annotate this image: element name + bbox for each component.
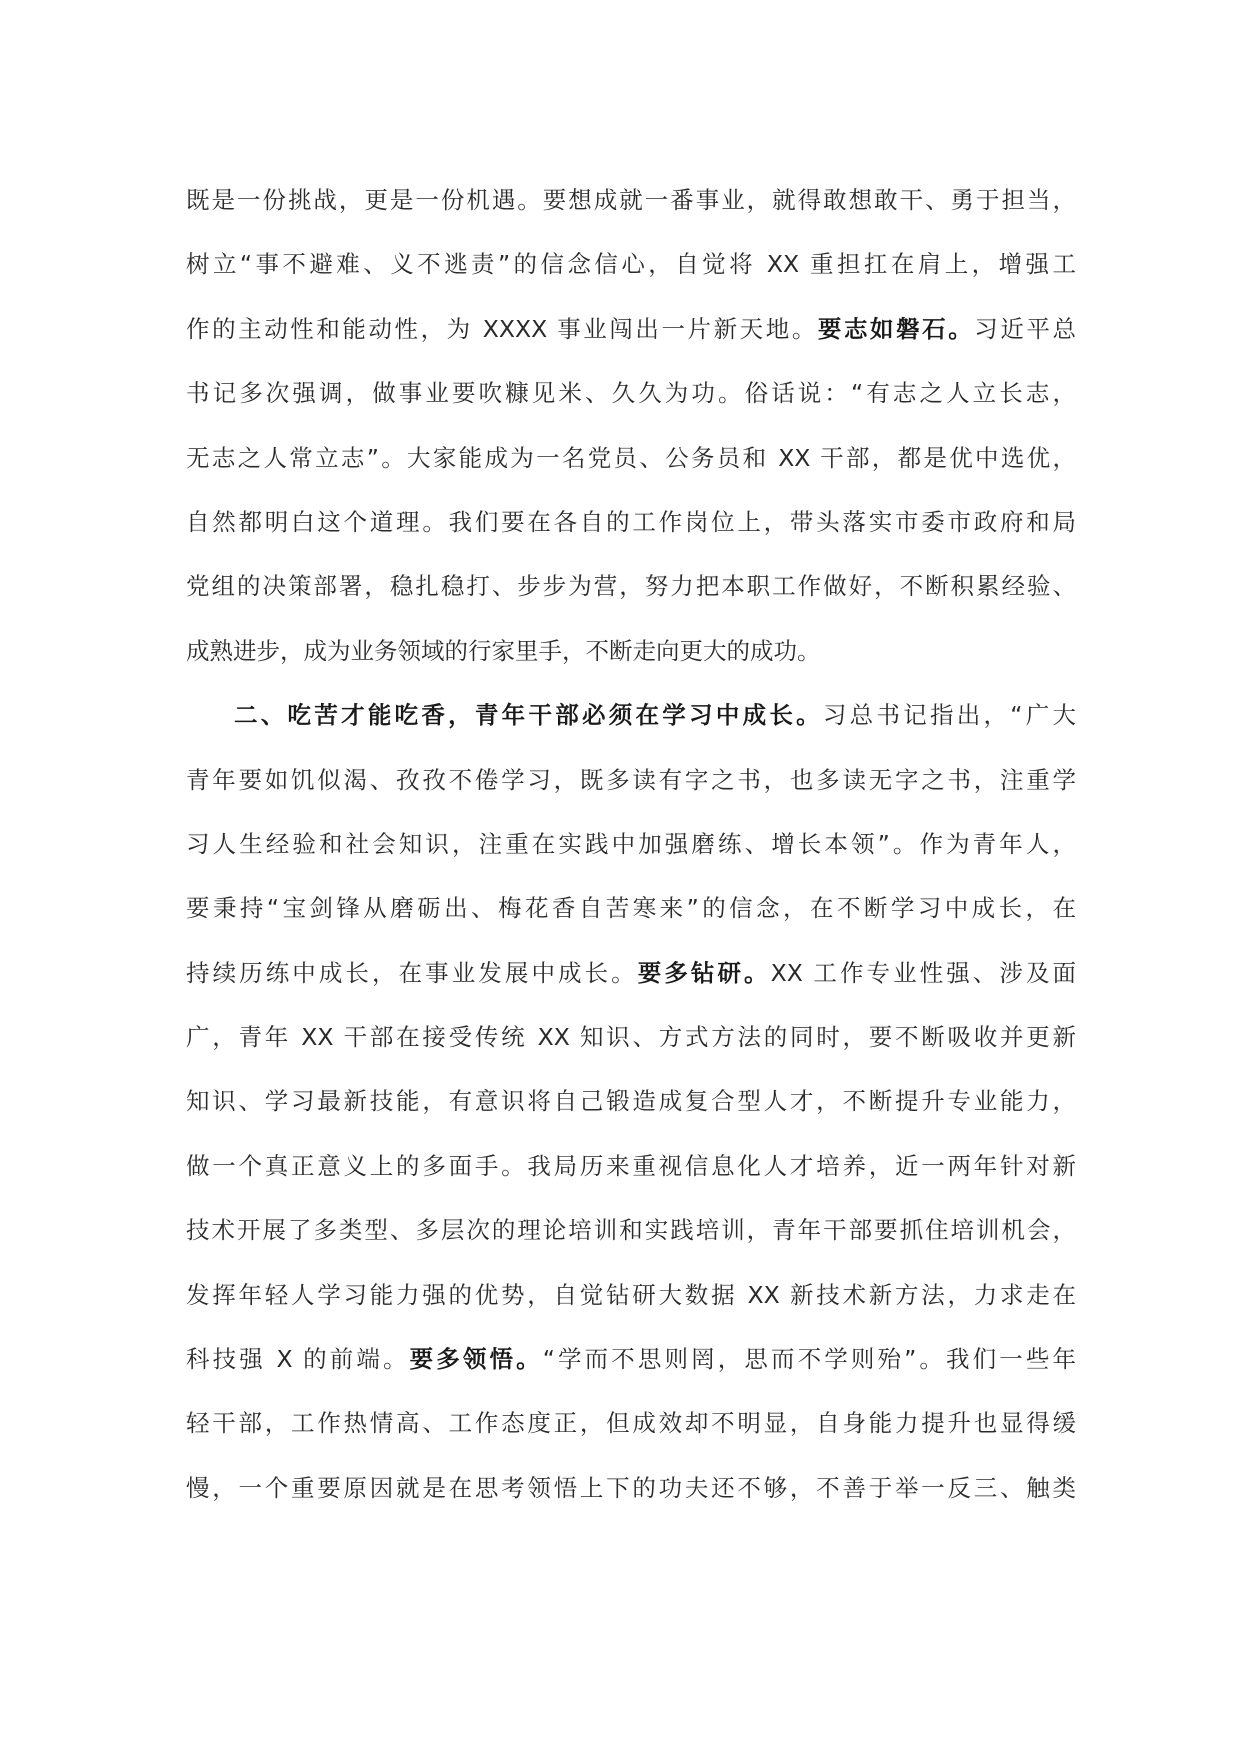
text-run: 知识、学习最新技能，有意识将自己锻造成复合型人才，不断提升专业能力， — [186, 1087, 1076, 1116]
text-line — [186, 426, 1076, 490]
text-run: 习总书记指出，“广大 — [822, 701, 1076, 730]
text-run: 慢，一个重要原因就是在思考领悟上下的功夫还不够，不善于举一反三、触类 — [186, 1473, 1076, 1502]
paragraph-heading-line — [186, 683, 1076, 747]
text-line — [186, 297, 1076, 361]
text-run: 习近平总 — [974, 314, 1076, 343]
text-run: 青年要如饥似渴、孜孜不倦学习，既多读有字之书，也多读无字之书，注重学 — [186, 765, 1076, 794]
text-line — [186, 1456, 1076, 1520]
text-run: 作的主动性和能动性，为 XXXX 事业闯出一片新天地。 — [186, 314, 818, 343]
text-line — [186, 168, 1076, 232]
text-run: 技术开展了多类型、多层次的理论培训和实践培训，青年干部要抓住培训机会， — [186, 1216, 1076, 1245]
text-line — [186, 1134, 1076, 1198]
bold-phrase: 要多钻研。 — [637, 958, 771, 987]
text-line — [186, 619, 1076, 683]
text-line — [186, 1198, 1076, 1262]
text-run: 成熟进步，成为业务领域的行家里手，不断走向更大的成功。 — [186, 636, 821, 665]
text-line — [186, 232, 1076, 296]
text-line — [186, 941, 1076, 1005]
text-line — [186, 490, 1076, 554]
bold-phrase: 要志如磐石。 — [817, 314, 975, 343]
text-run: 书记多次强调，做事业要吹糠见米、久久为功。俗话说：“有志之人立长志， — [186, 379, 1076, 408]
bold-phrase: 要多领悟。 — [409, 1345, 543, 1374]
text-line — [186, 876, 1076, 940]
text-run: 党组的决策部署，稳扎稳打、步步为营，努力把本职工作做好，不断积累经验、 — [186, 572, 1076, 601]
text-run: 树立“事不避难、义不逃责”的信念信心，自觉将 XX 重担扛在肩上，增强工 — [186, 250, 1076, 279]
text-run: 科技强 X 的前端。 — [186, 1345, 410, 1374]
text-run: 习人生经验和社会知识，注重在实践中加强磨练、增长本领”。作为青年人， — [186, 829, 1076, 858]
text-run: 无志之人常立志”。大家能成为一名党员、公务员和 XX 干部，都是优中选优， — [186, 443, 1076, 472]
text-run: 轻干部，工作热情高、工作态度正，但成效却不明显，自身能力提升也显得缓 — [186, 1409, 1076, 1438]
text-line — [186, 1005, 1076, 1069]
text-run: 要秉持“宝剑锋从磨砺出、梅花香自苦寒来”的信念，在不断学习中成长，在 — [186, 894, 1076, 923]
text-run: 广，青年 XX 干部在接受传统 XX 知识、方式方法的同时，要不断吸收并更新 — [186, 1023, 1076, 1052]
bold-phrase: 二、吃苦才能吃香，青年干部必须在学习中成长。 — [234, 701, 823, 730]
text-line — [186, 361, 1076, 425]
text-line — [186, 554, 1076, 618]
text-line — [186, 748, 1076, 812]
text-line — [186, 812, 1076, 876]
text-line — [186, 1069, 1076, 1133]
text-run: XX 工作专业性强、涉及面 — [770, 958, 1076, 987]
text-line — [186, 1327, 1076, 1391]
text-line — [186, 1263, 1076, 1327]
text-run: “学而不思则罔，思而不学则殆”。我们一些年 — [542, 1345, 1076, 1374]
text-run: 发挥年轻人学习能力强的优势，自觉钻研大数据 XX 新技术新方法，力求走在 — [186, 1280, 1076, 1309]
text-run: 自然都明白这个道理。我们要在各自的工作岗位上，带头落实市委市政府和局 — [186, 507, 1076, 536]
document-page — [186, 168, 1076, 1520]
text-run: 做一个真正意义上的多面手。我局历来重视信息化人才培养，近一两年针对新 — [186, 1151, 1076, 1180]
text-line — [186, 1391, 1076, 1455]
text-run: 持续历练中成长，在事业发展中成长。 — [186, 958, 638, 987]
text-run: 既是一份挑战，更是一份机遇。要想成就一番事业，就得敢想敢干、勇于担当， — [186, 186, 1076, 214]
